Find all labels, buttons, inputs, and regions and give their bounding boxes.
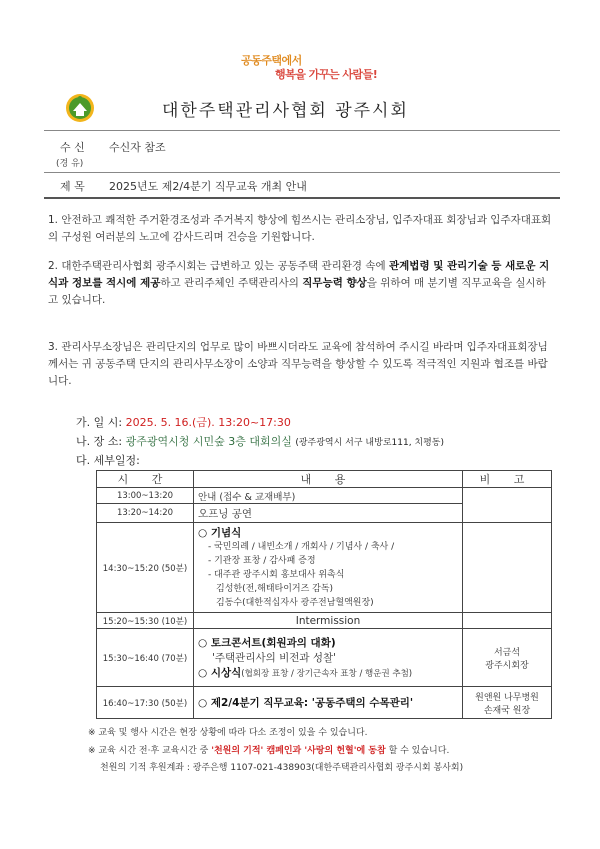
- table-row: 15:20~15:30 (10분) Intermission: [97, 613, 552, 629]
- footnote-2: ※ 교육 시간 전·후 교육시간 중 '천원의 기적' 캠페인과 '사랑의 헌혈'에 동참 할 수 있습니다.: [88, 746, 450, 756]
- paragraph-1: 1. 안전하고 쾌적한 주거환경조성과 주거복지 향상에 힘쓰시는 관리소장님, 입주자대표 회장님과 입주자대표회의 구성원 여러분의 노고에 감사드리며 건승을 기원합니다.: [48, 214, 552, 243]
- subject-value: 2025년도 제2/4분기 직무교육 개최 안내: [109, 180, 307, 193]
- paragraph-2: 2. 대한주택관리사협회 광주시회는 급변하고 있는 공동주택 관리환경 속에 관계법령 및 관리기술 등 새로운 지식과 정보를 적시에 제공하고 관리주체인 주택관리사의 직무능력 향상을 위하여 매 분기별 직무교육을 실시하고 있습니다.: [48, 260, 550, 306]
- date-line: 가. 일 시: 2025. 5. 16.(금). 13:20~17:30: [76, 416, 291, 429]
- header-divider: [44, 130, 560, 131]
- via-label: (경 유): [56, 159, 84, 169]
- place-note: (광주광역시 서구 내방로111, 치평동): [295, 438, 445, 448]
- table-row: 13:20~14:20 오프닝 공연: [97, 504, 552, 523]
- slogan-line-1: 공동주택에서: [241, 54, 302, 67]
- table-row: 13:00~13:20 안내 (접수 & 교재배부): [97, 488, 552, 504]
- header-content: 내 용: [194, 471, 463, 488]
- recipient-value: 수신자 참조: [109, 141, 166, 154]
- footnote-1: ※ 교육 및 행사 시간은 현장 상황에 따라 다소 조정이 있을 수 있습니다.: [88, 728, 368, 738]
- slogan-line-2: 행복을 가꾸는 사람들!: [275, 68, 378, 81]
- schedule-label: 다. 세부일정:: [76, 454, 140, 467]
- place-line: 나. 장 소: 광주광역시청 시민숲 3층 대회의실 (광주광역시 서구 내방로111, 치평동): [76, 435, 445, 448]
- schedule-header-row: [97, 471, 552, 488]
- footnote-2-campaign: '천원의 기적' 캠페인과 '사랑의 헌혈'에 동참: [211, 746, 386, 756]
- slogan-banner: [235, 52, 385, 86]
- paragraph-2-emphasis-1: 관계법령 및 관리기술 등 새로운 지식과 정보를 적시에 제공: [48, 260, 550, 289]
- subject-label: 제 목: [60, 180, 85, 193]
- recipient-label: 수 신: [60, 141, 85, 154]
- schedule-table: [96, 470, 552, 719]
- ceremony-title: ○ 기념식: [198, 527, 242, 539]
- table-row: 15:30~16:40 (70분) ○ 토크콘서트(회원과의 대화) '주택관리사의 비전과 성찰' ○ 시상식(협회장 표창 / 장기근속자 표창 / 행운권 추첨) 서금석 광주시회장: [97, 629, 552, 687]
- association-logo-icon: [64, 92, 96, 124]
- paragraph-2-emphasis-2: 직무능력 향상: [302, 277, 367, 289]
- place-value: 광주광역시청 시민숲 3층 대회의실: [125, 435, 292, 448]
- recipient-divider: [44, 172, 560, 173]
- date-value: 2025. 5. 16.(금). 13:20~17:30: [125, 416, 291, 429]
- table-row: 14:30~15:20 (50분) ○ 기념식 - 국민의례 / 내빈소개 / 개회사 / 기념사 / 축사 / - 기관장 표창 / 감사패 증정 - 대주관 광주시회 홍보대사 위촉식 김성한(전,해태타이거즈 감독) 김동수(대한적십자사 광주전남혈액원장): [97, 523, 552, 613]
- header-note: 비 고: [463, 471, 552, 488]
- organization-name: 대한주택관리사협회 광주시회: [162, 101, 409, 121]
- subject-divider: [44, 197, 560, 199]
- header-time: 시 간: [97, 471, 194, 488]
- footnote-3-account: 천원의 기적 후원계좌 : 광주은행 1107-021-438903(대한주택관리사협회 광주시회 봉사회): [100, 763, 464, 773]
- paragraph-3: 3. 관리사무소장님은 관리단지의 업무로 많이 바쁘시더라도 교육에 참석하여 주시길 바라며 입주자대표회장님께서는 귀 공동주택 단지의 관리사무소장이 소양과 직무능력을 향상할 수 있도록 적극적인 지원과 협조를 바랍니다.: [48, 341, 548, 387]
- table-row: 16:40~17:30 (50분) ○ 제2/4분기 직무교육: '공동주택의 수목관리' 원앤원 나무병원 손재국 원장: [97, 687, 552, 719]
